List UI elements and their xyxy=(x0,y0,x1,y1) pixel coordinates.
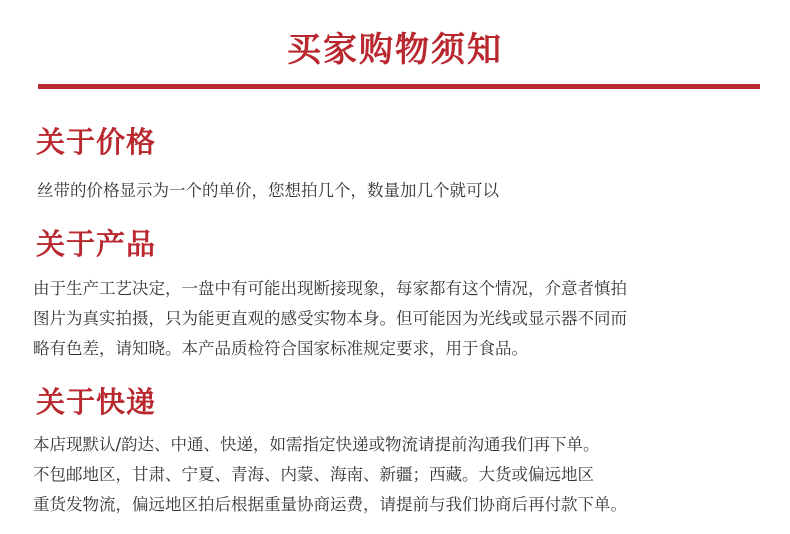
section-heading-product: 关于产品 xyxy=(36,227,157,261)
section-body-shipping xyxy=(33,430,763,520)
body-line: 不包邮地区，甘肃、宁夏、青海、内蒙、海南、新疆；西藏。大货或偏远地区 xyxy=(33,465,594,484)
body-line: 图片为真实拍摄，只为能更直观的感受实物本身。但可能因为光线或显示器不同而 xyxy=(33,309,627,328)
section-body-price xyxy=(33,176,763,206)
body-line: 本店现默认/韵达、中通、快递，如需指定快递或物流请提前沟通我们再下单。 xyxy=(33,435,600,454)
section-heading-price: 关于价格 xyxy=(36,125,157,159)
body-line: 丝带的价格显示为一个的单价，您想拍几个，数量加几个就可以 xyxy=(37,181,499,200)
section-body-product xyxy=(33,274,763,364)
body-line: 由于生产工艺决定，一盘中有可能出现断接现象，每家都有这个情况，介意者慎拍 xyxy=(33,279,627,298)
section-heading-shipping: 关于快递 xyxy=(36,385,157,419)
body-line: 重货发物流，偏远地区拍后根据重量协商运费，请提前与我们协商后再付款下单。 xyxy=(33,495,627,514)
title-divider xyxy=(38,84,760,89)
body-line: 略有色差，请知晓。本产品质检符合国家标准规定要求，用于食品。 xyxy=(33,339,528,358)
page-title: 买家购物须知 xyxy=(287,30,503,70)
